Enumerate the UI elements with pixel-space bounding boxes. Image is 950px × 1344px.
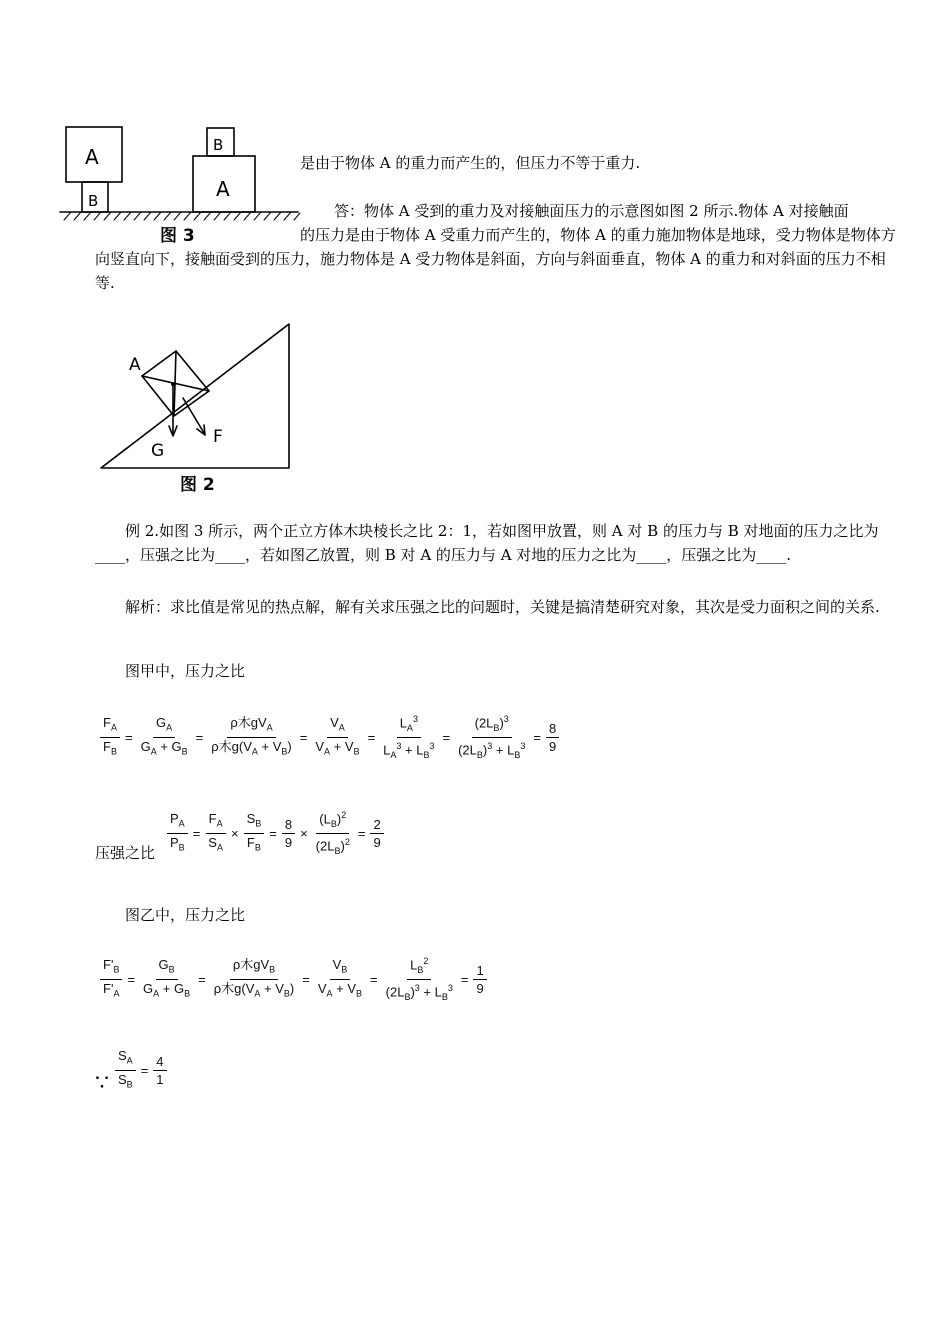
eq3-result-num: 1	[473, 963, 486, 980]
figure-2-label-a: A	[129, 355, 141, 375]
text-line-1: 是由于物体 A 的重力而产生的，但压力不等于重力.	[300, 154, 641, 172]
equation-1: $\frac{F_A}{F_B}$ = $\frac{G_A}{G_A + G_B}$ = $\frac{\rho 木gV_A}{\rho 木g(V_A + V_B)}$ = $\frac{V_A}{V_A + V_B}$ = $\frac{L_A^3}{L_A^3 + L_B^3}$ = $\frac{(2L_B)^3}{(2L_B)^3 + L_B^3}$ = $\frac{8}{9}$	[98, 712, 561, 763]
eq2-result-den: 9	[373, 834, 381, 850]
eq4-result-num: 4	[153, 1054, 166, 1071]
figure-3-caption: 图 3	[160, 226, 195, 246]
answer-body: 的压力是由于物体 A 受重力而产生的，物体 A 的重力施加物体是地球，受力物体是物体方向竖直向下，接触面受到的压力，施力物体是 A 受力物体是斜面，方向与斜面垂直，物体 A 的重力和对斜面的压力不相等.	[95, 226, 896, 292]
fig-jia-label: 图甲中，压力之比	[125, 662, 246, 680]
figure-2	[95, 318, 300, 474]
incline	[101, 324, 289, 468]
eq2-f4-num: 8	[282, 817, 295, 834]
equation-4: $\frac{S_A}{S_B}$ = $\frac{4}{1}$	[113, 1048, 169, 1092]
figure-2-label-f: F	[213, 427, 223, 447]
figure-2-caption: 图 2	[180, 475, 215, 495]
fig-yi-label: 图乙中，压力之比	[125, 906, 246, 924]
equation-2: $\frac{P_A}{P_B}$ = $\frac{F_A}{S_A}$ × $\frac{S_B}{F_B}$ = $\frac{8}{9}$ × $\frac{(L_B)^2}{(2L_B)^2}$ = $\frac{2}{9}$	[165, 808, 386, 859]
figure-3-label-a-left: A	[85, 145, 99, 169]
eq4-result-den: 1	[156, 1071, 164, 1087]
eq3-result-den: 9	[476, 980, 484, 996]
figure-3-label-a-right: A	[216, 177, 230, 201]
eq2-f4-den: 9	[284, 834, 293, 850]
figure-2-label-g: G	[151, 441, 165, 461]
figure-3-label-b-right: B	[213, 136, 224, 154]
equation-3: $\frac{F'_B}{F'_A}$ = $\frac{G_B}{G_A + G_B}$ = $\frac{\rho 木gV_B}{\rho 木g(V_A + V_B)}$ = $\frac{V_B}{V_A + V_B}$ = $\frac{L_B^2}{(2L_B)^3 + L_B^3}$ = $\frac{1}{9}$	[98, 954, 489, 1005]
figure-3-label-b-left: B	[88, 192, 99, 210]
analysis: 解析：求比值是常见的热点解，解有关求压强之比的问题时，关键是搞清楚研究对象，其次是受力面积之间的关系.	[125, 598, 880, 616]
eq1-result-den: 9	[548, 738, 557, 754]
example-2: 例 2.如图 3 所示，两个正立方体木块棱长之比 2：1，若如图甲放置，则 A 对 B 的压力与 B 对地面的压力之比为____，压强之比为____，若如图乙放置，则 B 对 A 的压力与 A 对地的压力之比为____，压强之比为____.	[95, 522, 879, 564]
eq1-result-num: 8	[546, 721, 559, 738]
answer-head: 答：物体 A 受到的重力及对接触面压力的示意图如图 2 所示.物体 A 对接触面	[334, 202, 849, 220]
eq2-result-num: 2	[370, 817, 383, 834]
therefore-symbol: ∵	[95, 1071, 109, 1096]
pressure-arrow	[183, 398, 204, 433]
pressure-ratio-label: 压强之比	[95, 844, 156, 862]
